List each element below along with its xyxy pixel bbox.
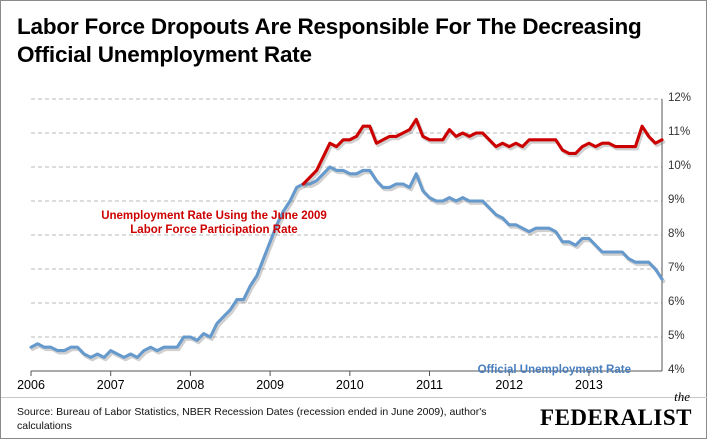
federalist-logo bbox=[540, 388, 692, 430]
x-axis-label: 2006 bbox=[17, 378, 45, 392]
source-note: Source: Bureau of Labor Statistics, NBER Recession Dates (recession ended in June 2009), author's calculations bbox=[17, 406, 487, 432]
x-axis-label: 2011 bbox=[416, 378, 443, 392]
annotation-blue-series: Official Unemployment Rate bbox=[477, 364, 631, 376]
y-axis-label: 11% bbox=[668, 126, 691, 138]
y-axis-label: 5% bbox=[668, 330, 685, 342]
series-shadow bbox=[33, 169, 664, 359]
chart-plot-area bbox=[11, 91, 698, 398]
logo-the: the bbox=[674, 389, 690, 404]
y-axis-label: 8% bbox=[668, 228, 685, 240]
y-axis-label: 4% bbox=[668, 364, 685, 376]
y-axis-label: 7% bbox=[668, 262, 685, 274]
y-axis-label: 12% bbox=[668, 92, 692, 104]
y-axis-label: 10% bbox=[668, 160, 692, 172]
x-axis-label: 2010 bbox=[335, 378, 364, 392]
x-axis-label: 2013 bbox=[575, 378, 603, 392]
y-axis-label: 9% bbox=[668, 194, 685, 206]
x-axis-label: 2009 bbox=[256, 378, 285, 392]
logo-name: FEDERALIST bbox=[540, 405, 692, 430]
annotation-red-series: Unemployment Rate Using the June 2009 Labor Force Participation Rate bbox=[101, 210, 327, 236]
y-axis-label: 6% bbox=[668, 296, 685, 308]
chart-svg bbox=[11, 91, 698, 398]
x-axis-label: 2008 bbox=[176, 378, 205, 392]
page-title: Labor Force Dropouts Are Responsible For The Decreasing Official Unemployment Rate bbox=[17, 14, 642, 67]
x-axis-label: 2007 bbox=[96, 378, 125, 392]
series-line-official bbox=[31, 167, 662, 357]
x-axis-label: 2012 bbox=[495, 378, 524, 392]
